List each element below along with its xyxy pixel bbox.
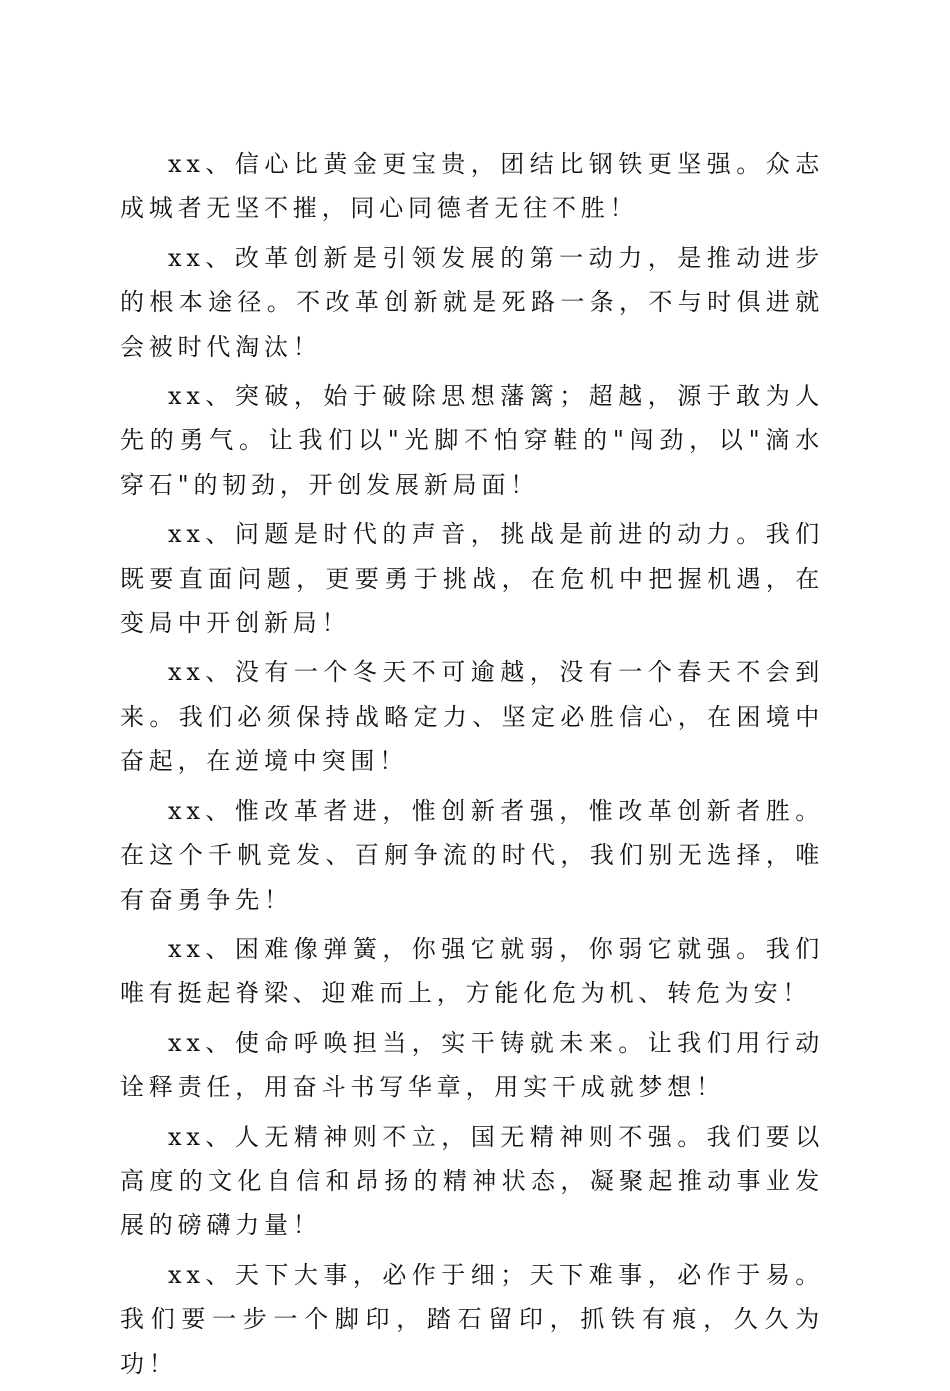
paragraph-10: xx、天下大事，必作于细；天下难事，必作于易。我们要一步一个脚印，踏石留印，抓铁有痕，久久为功！ <box>120 1260 824 1378</box>
document-body <box>120 142 824 1391</box>
paragraph-1: xx、信心比黄金更宝贵，团结比钢铁更坚强。众志成城者无坚不摧，同心同德者无往不胜！ <box>120 150 824 223</box>
paragraph-5: xx、没有一个冬天不可逾越，没有一个春天不会到来。我们必须保持战略定力、坚定必胜信心，在困境中奋起，在逆境中突围！ <box>120 658 824 776</box>
paragraph-6: xx、惟改革者进，惟创新者强，惟改革创新者胜。在这个千帆竞发、百舸争流的时代，我们别无选择，唯有奋勇争先！ <box>120 796 824 914</box>
paragraph-2: xx、改革创新是引领发展的第一动力，是推动进步的根本途径。不改革创新就是死路一条，不与时俱进就会被时代淘汰！ <box>120 243 824 361</box>
paragraph-4: xx、问题是时代的声音，挑战是前进的动力。我们既要直面问题，更要勇于挑战，在危机中把握机遇，在变局中开创新局！ <box>120 520 824 638</box>
paragraph-8: xx、使命呼唤担当，实干铸就未来。让我们用行动诠释责任，用奋斗书写华章，用实干成就梦想！ <box>120 1028 824 1102</box>
paragraph-3: xx、突破，始于破除思想藩篱；超越，源于敢为人先的勇气。让我们以"光脚不怕穿鞋的"闯劲，以"滴水穿石"的韧劲，开创发展新局面！ <box>120 382 824 499</box>
paragraph-9: xx、人无精神则不立，国无精神则不强。我们要以高度的文化自信和昂扬的精神状态，凝聚起推动事业发展的磅礴力量！ <box>120 1122 824 1240</box>
paragraph-7: xx、困难像弹簧，你强它就弱，你弱它就强。我们唯有挺起脊梁、迎难而上，方能化危为机、转危为安！ <box>120 934 824 1008</box>
